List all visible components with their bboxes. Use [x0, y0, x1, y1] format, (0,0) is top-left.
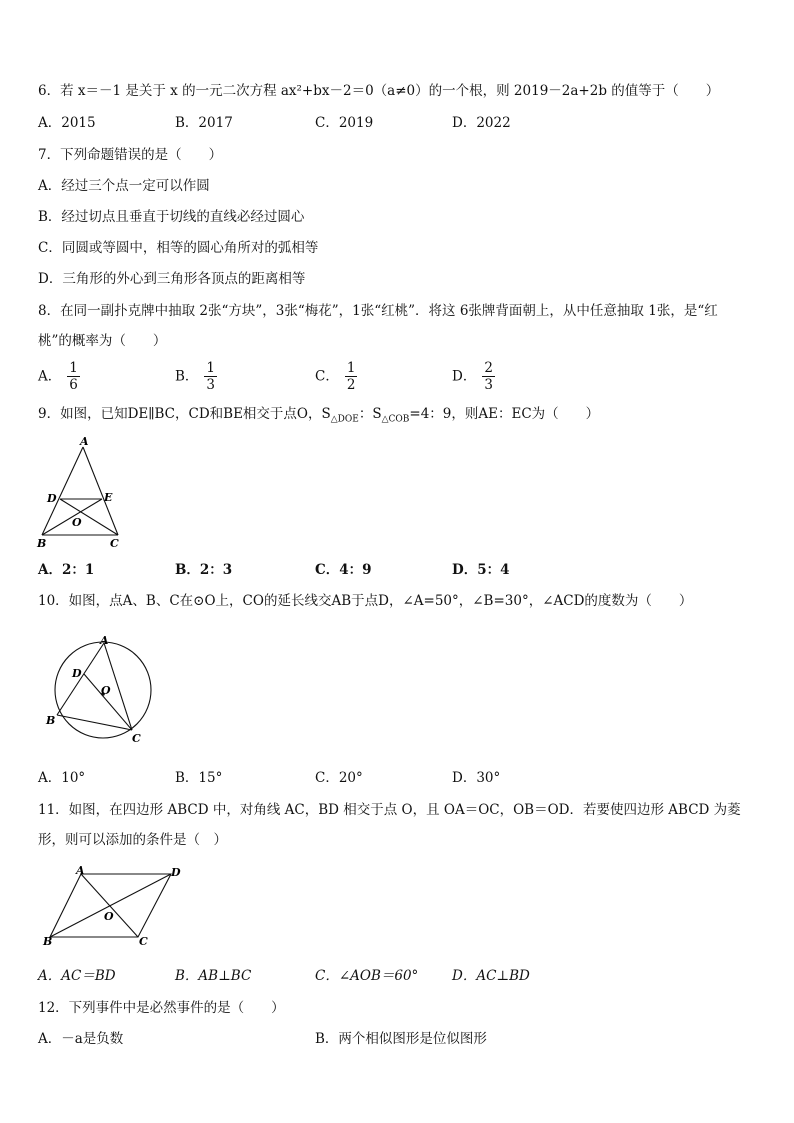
q7-option-c: C．同圆或等圆中，相等的圆心角所对的弧相等 [38, 240, 319, 256]
q10-label-b: B [46, 714, 56, 727]
q11-label-o: O [104, 910, 114, 923]
q8-option-d-fraction [482, 360, 495, 393]
q8-option-c-denominator: 2 [346, 377, 356, 393]
q8-option-c [315, 360, 357, 393]
q11-stem-line1: 11．如图，在四边形 ABCD 中，对角线 AC，BD 相交于点 O，且 OA＝OC，OB＝OD．若要使四边形 ABCD 为菱 [38, 802, 741, 818]
q8-option-b-numerator: 1 [206, 360, 216, 376]
q11-figure-parallelogram [38, 862, 188, 952]
q11-diagonal-bd [50, 874, 171, 937]
q10-option-b: B．15° [175, 770, 223, 786]
q9-line-dc [60, 499, 118, 535]
q6-option-b: B．2017 [175, 115, 233, 131]
q10-label-d: D [72, 667, 82, 680]
q8-option-d [452, 360, 495, 393]
q12-option-a: A．－a是负数 [38, 1031, 124, 1047]
q8-option-c-numerator: 1 [346, 360, 356, 376]
q11-option-c: C．∠AOB＝60° [315, 968, 419, 984]
q10-figure-circle [40, 632, 165, 752]
q9-option-c: C．4：9 [315, 562, 372, 578]
q6-option-a: A．2015 [38, 115, 96, 131]
q9-stem-part-b: ：S [358, 406, 382, 422]
q11-stem-line2: 形，则可以添加的条件是（ ） [38, 832, 227, 848]
q8-option-a-fraction [67, 360, 80, 393]
q9-option-b: B．2：3 [175, 562, 233, 578]
q10-option-d: D．30° [452, 770, 501, 786]
q12-stem: 12．下列事件中是必然事件的是（ ） [38, 1000, 285, 1016]
q10-label-c: C [132, 732, 141, 745]
q7-stem: 7．下列命题错误的是（ ） [38, 147, 223, 163]
q8-option-b [175, 360, 217, 393]
q8-option-b-fraction [204, 360, 217, 393]
q11-option-b: B．AB⊥BC [175, 968, 252, 984]
q6-option-d: D．2022 [452, 115, 511, 131]
q10-label-a: A [100, 634, 109, 647]
q11-option-a: A．AC＝BD [38, 968, 116, 984]
q9-stem [38, 404, 599, 430]
q7-option-d: D．三角形的外心到三角形各顶点的距离相等 [38, 271, 306, 287]
q9-label-d: D [47, 492, 57, 505]
q11-label-d: D [171, 866, 181, 879]
q9-label-o: O [72, 516, 82, 529]
q9-sub-doe: △DOE [330, 414, 359, 425]
q9-label-c: C [110, 537, 119, 550]
q7-option-b: B．经过切点且垂直于切线的直线必经过圆心 [38, 209, 305, 225]
q6-stem: 6．若 x＝－1 是关于 x 的一元二次方程 ax²+bx－2＝0（a≠0）的一个根，则 2019－2a+2b 的值等于（ ） [38, 83, 720, 99]
q10-option-a: A．10° [38, 770, 86, 786]
q11-label-a: A [76, 864, 85, 877]
q8-stem-line1: 8．在同一副扑克牌中抽取 2张“方块”，3张“梅花”，1张“红桃”．将这 6张牌背面朝上，从中任意抽取 1张，是“红 [38, 303, 718, 319]
q11-option-d: D．AC⊥BD [452, 968, 530, 984]
q9-label-e: E [104, 491, 113, 504]
q9-figure-triangle [30, 432, 130, 552]
q8-option-a-label: A． [38, 368, 62, 385]
q8-option-a-numerator: 1 [69, 360, 78, 376]
q11-label-c: C [139, 935, 148, 948]
q11-label-b: B [43, 935, 53, 948]
q6-option-c: C．2019 [315, 115, 374, 131]
q9-stem-part-a: 9．如图，已知DE∥BC，CD和BE相交于点O，S [38, 406, 331, 422]
q9-option-d: D．5：4 [452, 562, 510, 578]
q8-option-d-label: D． [452, 368, 477, 385]
q9-sub-cob: △COB [381, 414, 410, 425]
q9-label-b: B [37, 537, 47, 550]
q7-option-a: A．经过三个点一定可以作圆 [38, 178, 210, 194]
q8-option-b-label: B． [175, 368, 199, 385]
q9-stem-part-c: =4：9，则AE：EC为（ ） [409, 406, 600, 422]
q10-option-c: C．20° [315, 770, 363, 786]
q8-stem-line2: 桃”的概率为（ ） [38, 333, 167, 349]
q9-label-a: A [80, 435, 89, 448]
q8-option-a-denominator: 6 [69, 377, 78, 393]
q8-option-b-denominator: 3 [206, 377, 216, 393]
q9-line-ac [83, 447, 118, 535]
q12-option-b: B．两个相似图形是位似图形 [315, 1031, 487, 1047]
q8-option-d-denominator: 3 [484, 377, 493, 393]
q8-option-a [38, 360, 80, 393]
q8-option-c-label: C． [315, 368, 339, 385]
q8-option-d-numerator: 2 [484, 360, 493, 376]
q10-label-o: O [101, 684, 111, 697]
q10-stem: 10．如图，点A、B、C在⊙O上，CO的延长线交AB于点D，∠A=50°，∠B=30°，∠ACD的度数为（ ） [38, 593, 693, 609]
q9-option-a: A．2：1 [38, 562, 95, 578]
q8-option-c-fraction [345, 360, 358, 393]
